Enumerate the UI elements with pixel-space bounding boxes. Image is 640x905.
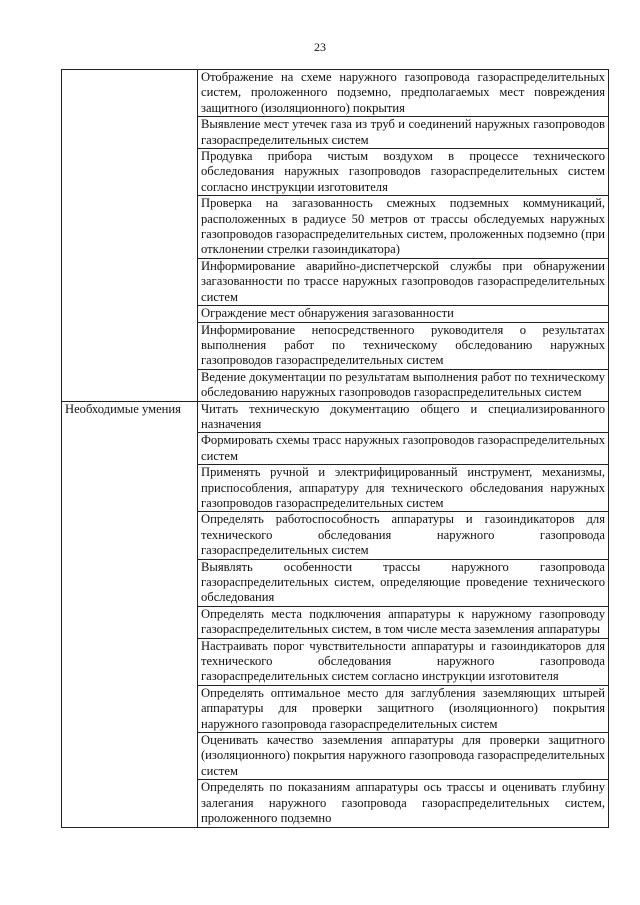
item-cell <box>197 685 608 732</box>
item-cell <box>197 117 608 149</box>
item-text: Формировать схемы трасс наружных газопроводов газораспределительных систем <box>200 433 605 463</box>
item-cell <box>197 306 608 322</box>
item-text: Определять работоспособность аппаратуры и газоиндикаторов для технического обследования наружного газопровода газораспределительных систем <box>200 512 605 558</box>
item-text: Проверка на загазованность смежных подземных коммуникаций, расположенных в радиусе 50 метров от трассы обследуемых наружных газопроводов газораспределительных систем, проложенных подземно (при отклонении стрелки газоиндикатора) <box>200 196 605 257</box>
item-cell <box>197 733 608 780</box>
section-label: Необходимые умения <box>65 401 181 416</box>
item-text: Определять оптимальное место для заглубления заземляющих штырей аппаратуры для проверки защитного (изоляционного) покрытия наружного газопровода газораспределительных систем <box>200 685 605 731</box>
item-cell <box>197 559 608 606</box>
item-text: Информирование аварийно-диспетчерской службы при обнаружении загазованности по трассе наружных газопроводов газораспределительных систем <box>200 258 605 304</box>
item-text: Информирование непосредственного руководителя о результатах выполнения работ по техническому обследованию наружных газопроводов газораспределительных систем <box>200 322 605 368</box>
item-cell <box>197 512 608 559</box>
table-row <box>62 401 609 433</box>
item-text: Отображение на схеме наружного газопровода газораспределительных систем, проложенного подземно, предполагаемых мест повреждения защитного (изоляционного) покрытия <box>200 70 605 115</box>
item-cell <box>197 780 608 827</box>
item-text: Определять места подключения аппаратуры к наружному газопроводу газораспределительных систем, в том числе места заземления аппаратуры <box>200 606 605 637</box>
item-text: Ведение документации по результатам выполнения работ по техническому обследованию наружных газопроводов газораспределительных систем <box>200 369 605 400</box>
item-text: Продувка прибора чистым воздухом в процессе технического обследования наружных газопроводов газораспределительных систем согласно инструкции изготовителя <box>200 149 605 194</box>
item-text: Настраивать порог чувствительности аппаратуры и газоиндикаторов для технического обследования наружного газопровода газораспределительных систем согласно инструкции изготовителя <box>200 638 605 684</box>
table-row <box>62 70 609 117</box>
item-cell <box>197 258 608 305</box>
item-cell <box>197 70 608 117</box>
item-text: Выявлять особенности трассы наружного газопровода газораспределительных систем, определяющие проведение технического обследования <box>200 559 605 605</box>
item-cell <box>197 401 608 433</box>
section-label-cell <box>62 70 198 402</box>
item-cell <box>197 433 608 465</box>
item-text: Применять ручной и электрифицированный инструмент, механизмы, приспособления, аппаратуру для технического обследования наружных газопроводов газораспределительных систем <box>200 465 605 510</box>
item-text: Оценивать качество заземления аппаратуры для проверки защитного (изоляционного) покрытия наружного газопровода газораспределительных систем <box>200 733 605 778</box>
item-cell <box>197 369 608 401</box>
item-text: Выявление мест утечек газа из труб и соединений наружных газопроводов газораспределительных систем <box>200 117 605 147</box>
item-text: Читать техническую документацию общего и специализированного назначения <box>200 401 605 431</box>
section-label-cell <box>62 401 198 827</box>
item-cell <box>197 638 608 685</box>
item-text: Ограждение мест обнаружения загазованности <box>200 306 454 321</box>
requirements-table <box>61 69 609 828</box>
item-cell <box>197 149 608 196</box>
item-cell <box>197 465 608 512</box>
item-cell <box>197 322 608 369</box>
item-cell <box>197 196 608 259</box>
item-cell <box>197 606 608 638</box>
page-number: 23 <box>314 40 326 54</box>
item-text: Определять по показаниям аппаратуры ось трассы и оценивать глубину залегания наружного газопровода газораспределительных систем, проложенного подземно <box>200 780 605 826</box>
